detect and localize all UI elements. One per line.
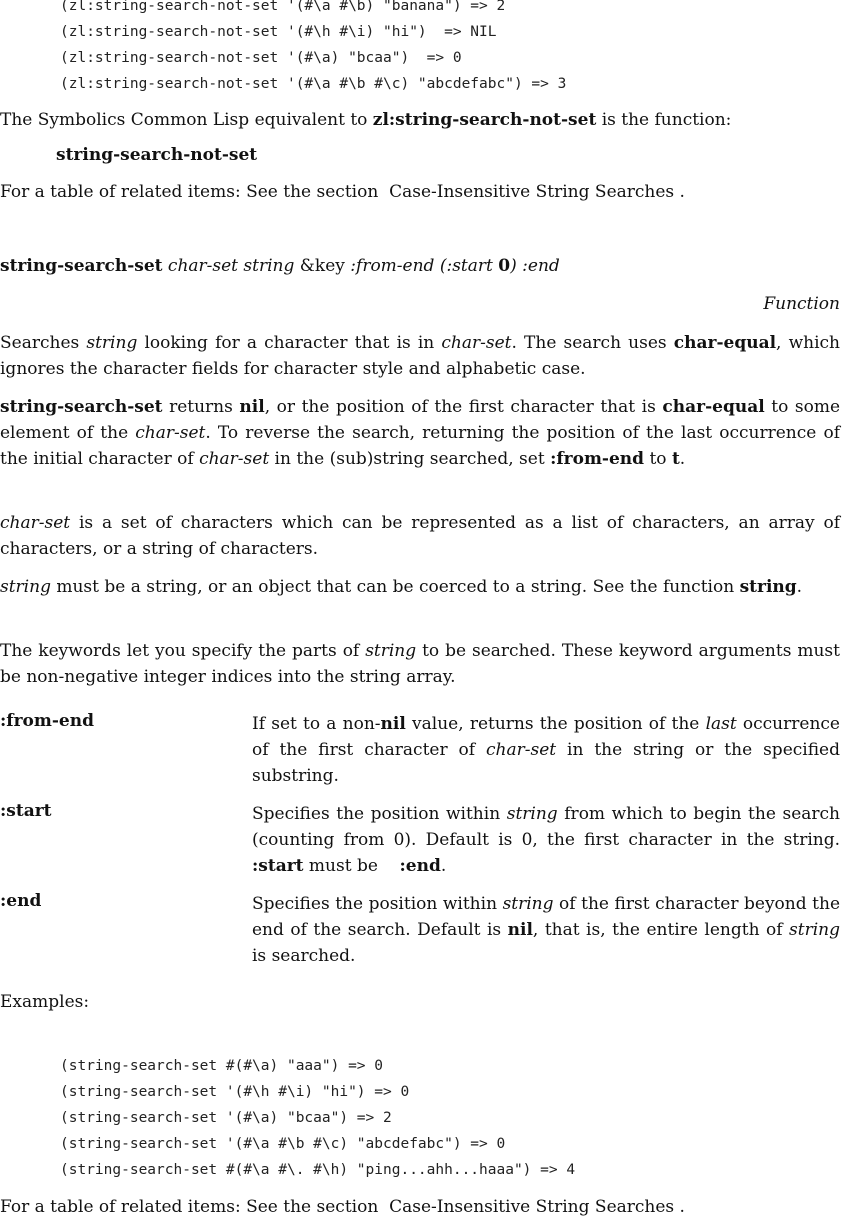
keyword-term: :start: [0, 801, 52, 821]
code-example: (string-search-set #(#\a #\. #\h) "ping...ahh...haaa") => 4: [60, 1162, 576, 1178]
code-example: (zl:string-search-not-set '(#\a) "bcaa") => 0: [60, 50, 462, 66]
code-example: (string-search-set '(#\h #\i) "hi") => 0: [60, 1084, 410, 1100]
code-example: (string-search-set '(#\a #\b #\c) "abcdefabc") => 0: [60, 1136, 506, 1152]
equivalent-function: string-search-not-set: [56, 145, 258, 165]
keyword-term: :from-end: [0, 711, 94, 731]
description-paragraph: string must be a string, or an object that can be coerced to a string. See the function string.: [0, 577, 803, 597]
description-paragraph: string-search-set returns nil, or the position of the first character that is char-equal to some element of the char-set. To reverse the search, returning the position of the last occurrence of the initial character of char-set in the (sub)string searched, set :from-end to t.: [0, 397, 841, 469]
keyword-description: Specifies the position within string of the first character beyond the end of the search. Default is nil, that is, the entire length of string is searched.: [252, 894, 841, 966]
keyword-term: :end: [0, 891, 42, 911]
code-example: (zl:string-search-not-set '(#\a #\b) "banana") => 2: [60, 0, 506, 14]
code-example: (string-search-set '(#\a) "bcaa") => 2: [60, 1110, 392, 1126]
code-example: (string-search-set #(#\a) "aaa") => 0: [60, 1058, 384, 1074]
entry-kind: Function: [763, 294, 840, 314]
examples-label: Examples:: [0, 992, 90, 1012]
description-paragraph: char-set is a set of characters which can be represented as a list of characters, an array of characters, or a string of characters.: [0, 513, 840, 559]
keyword-description: If set to a non-nil value, returns the position of the last occurrence of the first character of char-set in the string or the specified substring.: [252, 714, 840, 786]
description-paragraph: The keywords let you specify the parts of string to be searched. These keyword arguments must be non-negative integer indices into the string array.: [0, 641, 840, 687]
related-items-link: For a table of related items: See the section Case-Insensitive String Searches .: [0, 182, 685, 202]
code-example: (zl:string-search-not-set '(#\a #\b #\c) "abcdefabc") => 3: [60, 76, 567, 92]
description-paragraph: Searches string looking for a character that is in char-set. The search uses char-equal, which ignores the character fields for character style and alphabetic case.: [0, 333, 840, 379]
function-name: zl:string-search-not-set: [372, 110, 597, 130]
equivalent-sentence: The Symbolics Common Lisp equivalent to zl:string-search-not-set is the function:: [0, 110, 732, 130]
code-example: (zl:string-search-not-set '(#\h #\i) "hi") => NIL: [60, 24, 497, 40]
related-items-link: For a table of related items: See the section Case-Insensitive String Searches .: [0, 1197, 685, 1217]
keyword-description: Specifies the position within string from which to begin the search (counting from 0). Default is 0, the first character in the string. :start must be :end.: [252, 804, 840, 876]
function-signature: string-search-set char-set string &key :from-end (:start 0) :end: [0, 256, 560, 276]
